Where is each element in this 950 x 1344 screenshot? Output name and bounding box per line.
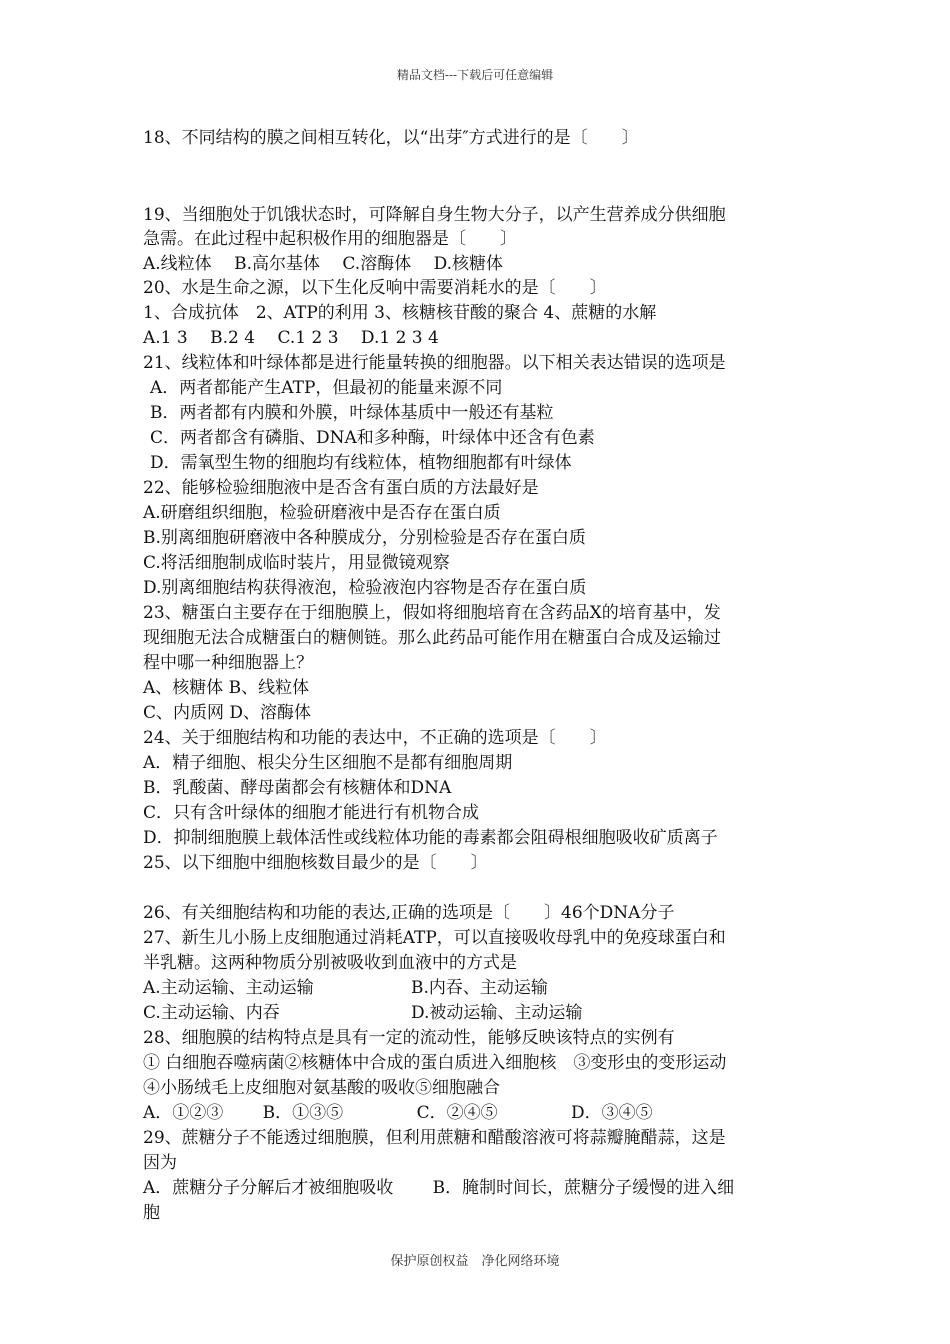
question-27-option-b: B.内吞、主动运输 <box>411 978 548 998</box>
question-24-option-c: C．只有含叶绿体的细胞才能进行有机物合成 <box>143 803 480 823</box>
question-24-option-a: A．精子细胞、根尖分生区细胞不是都有细胞周期 <box>143 753 513 773</box>
question-22-option-d: D.别离细胞结构获得液泡，检验液泡内容物是否存在蛋白质 <box>143 578 587 598</box>
question-24-option-d: D．抑制细胞膜上载体活性或线粒体功能的毒素都会阻碍根细胞吸收矿质离子 <box>143 828 718 848</box>
question-20-options: A.1 3 B.2 4 C.1 2 3 D.1 2 3 4 <box>143 328 439 348</box>
question-23-line-1: 23、糖蛋白主要存在于细胞膜上，假如将细胞培育在含药品X的培育基中，发 <box>143 603 721 623</box>
question-28-items-2: ④小肠绒毛上皮细胞对氨基酸的吸收⑤细胞融合 <box>143 1078 500 1098</box>
question-21: 21、线粒体和叶绿体都是进行能量转换的细胞器。以下相关表达错误的选项是 <box>143 353 726 373</box>
question-27-option-a: A.主动运输、主动运输 <box>143 978 314 998</box>
question-18: 18、不同结构的膜之间相互转化，以“出芽″方式进行的是〔 〕 <box>143 128 639 148</box>
question-22-option-b: B.别离细胞研磨液中各种膜成分，分别检验是否存在蛋白质 <box>143 528 586 548</box>
question-21-option-c: C．两者都含有磷脂、DNA和多种酶，叶绿体中还含有色素 <box>150 428 595 448</box>
question-26: 26、有关细胞结构和功能的表达,正确的选项是〔 〕46个DNA分子 <box>143 903 675 923</box>
question-19-options: A.线粒体 B.高尔基体 C.溶酶体 D.核糖体 <box>143 254 504 274</box>
question-19-line-2: 急需。在此过程中起积极作用的细胞器是〔 〕 <box>143 229 517 249</box>
question-24: 24、关于细胞结构和功能的表达中，不正确的选项是〔 〕 <box>143 728 607 748</box>
question-27-option-c: C.主动运输、内吞 <box>143 1003 280 1023</box>
question-22: 22、能够检验细胞液中是否含有蛋白质的方法最好是 <box>143 478 539 498</box>
question-21-option-d: D．需氧型生物的细胞均有线粒体，植物细胞都有叶绿体 <box>150 453 572 473</box>
question-29-options-cont: 胞 <box>143 1203 160 1223</box>
question-28-items-1: ① 白细胞吞噬病菌②核糖体中合成的蛋白质进入细胞核 ③变形虫的变形运动 <box>143 1053 727 1073</box>
question-29-line-2: 因为 <box>143 1153 177 1173</box>
question-23-line-2: 现细胞无法合成糖蛋白的糖侧链。那么此药品可能作用在糖蛋白合成及运输过 <box>143 628 721 648</box>
question-20-items: 1、合成抗体 2、ATP的利用 3、核糖核苷酸的聚合 4、蔗糖的水解 <box>143 303 657 323</box>
question-19-line-1: 19、当细胞处于饥饿状态时，可降解自身生物大分子，以产生营养成分供细胞 <box>143 205 726 225</box>
question-23-options-cd: C、内质网 D、溶酶体 <box>143 703 312 723</box>
question-25: 25、以下细胞中细胞核数目最少的是〔 〕 <box>143 853 488 873</box>
question-20: 20、水是生命之源，以下生化反响中需要消耗水的是〔 〕 <box>143 278 607 298</box>
question-29-line-1: 29、蔗糖分子不能透过细胞膜，但利用蔗糖和醋酸溶液可将蒜瓣腌醋蒜，这是 <box>143 1128 726 1148</box>
question-21-option-b: B．两者都有内膜和外膜，叶绿体基质中一般还有基粒 <box>150 403 554 423</box>
page-footer: 保护原创权益 净化网络环境 <box>390 1254 560 1269</box>
question-21-option-a: A．两者都能产生ATP，但最初的能量来源不同 <box>150 378 503 398</box>
question-23-line-3: 程中哪一种细胞器上？ <box>143 653 313 673</box>
question-29-options: A．蔗糖分子分解后才被细胞吸收 B．腌制时间长，蔗糖分子缓慢的进入细 <box>143 1178 735 1198</box>
question-27-options-ab <box>143 978 823 998</box>
question-27-line-2: 半乳糖。这两种物质分别被吸收到血液中的方式是 <box>143 953 517 973</box>
question-22-option-c: C.将活细胞制成临时装片，用显微镜观察 <box>143 553 450 573</box>
question-23-options-ab: A、核糖体 B、线粒体 <box>143 678 310 698</box>
question-27-options-cd <box>143 1003 823 1023</box>
question-22-option-a: A.研磨组织细胞，检验研磨液中是否存在蛋白质 <box>143 503 501 523</box>
question-27-option-d: D.被动运输、主动运输 <box>411 1003 583 1023</box>
question-28-options: A．①②③ B．①③⑤ C．②④⑤ D．③④⑤ <box>143 1103 653 1123</box>
page-header: 精品文档---下载后可任意编辑 <box>396 68 554 82</box>
question-24-option-b: B．乳酸菌、酵母菌都会有核糖体和DNA <box>143 778 452 798</box>
question-27-line-1: 27、新生儿小肠上皮细胞通过消耗ATP，可以直接吸收母乳中的免疫球蛋白和 <box>143 928 726 948</box>
question-28: 28、细胞膜的结构特点是具有一定的流动性，能够反映该特点的实例有 <box>143 1028 675 1048</box>
